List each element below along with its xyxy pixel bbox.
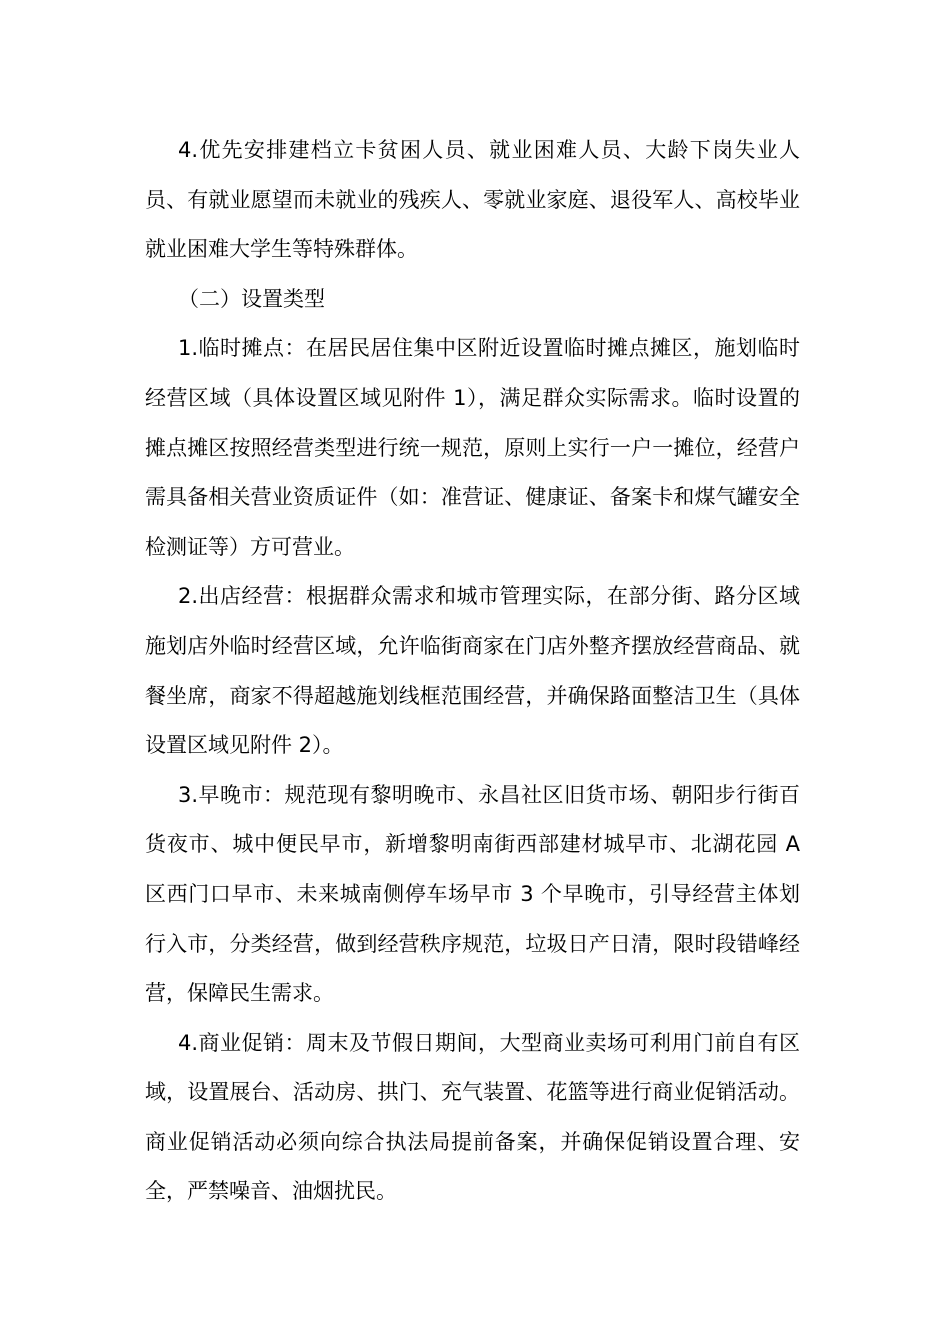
paragraph-outdoor-business: 2.出店经营：根据群众需求和城市管理实际，在部分街、路分区域施划店外临时经营区域，允许临街商家在门店外整齐摆放经营商品、就餐坐席，商家不得超越施划线框范围经营，并确保路面整洁卫生（具体设置区域见附件 2）。 (145, 584, 800, 758)
paragraph-morning-night-markets: 3.早晚市：规范现有黎明晚市、永昌社区旧货市场、朝阳步行街百货夜市、城中便民早市，新增黎明南街西部建材城早市、北湖花园 A 区西门口早市、未来城南侧停车场早市 3 个早晚市，引导经营主体划行入市，分类经营，做到经营秩序规范，垃圾日产日清，限时段错峰经营，保障民生需求。 (145, 782, 800, 1006)
paragraph-temporary-stalls: 1.临时摊点：在居民居住集中区附近设置临时摊点摊区，施划临时经营区域（具体设置区域见附件 1），满足群众实际需求。临时设置的摊点摊区按照经营类型进行统一规范，原则上实行一户一摊位，经营户需具备相关营业资质证件（如：准营证、健康证、备案卡和煤气罐安全检测证等）方可营业。 (145, 336, 800, 559)
document-body (145, 126, 800, 1217)
paragraph-priority-groups: 4.优先安排建档立卡贫困人员、就业困难人员、大龄下岗失业人员、有就业愿望而未就业的残疾人、零就业家庭、退役军人、高校毕业就业困难大学生等特殊群体。 (145, 138, 800, 262)
section-heading-setup-types: （二）设置类型 (178, 286, 325, 311)
paragraph-commercial-promotion: 4.商业促销：周末及节假日期间，大型商业卖场可利用门前自有区域，设置展台、活动房、拱门、充气装置、花篮等进行商业促销活动。商业促销活动必须向综合执法局提前备案，并确保促销设置合理、安全，严禁噪音、油烟扰民。 (145, 1030, 800, 1204)
